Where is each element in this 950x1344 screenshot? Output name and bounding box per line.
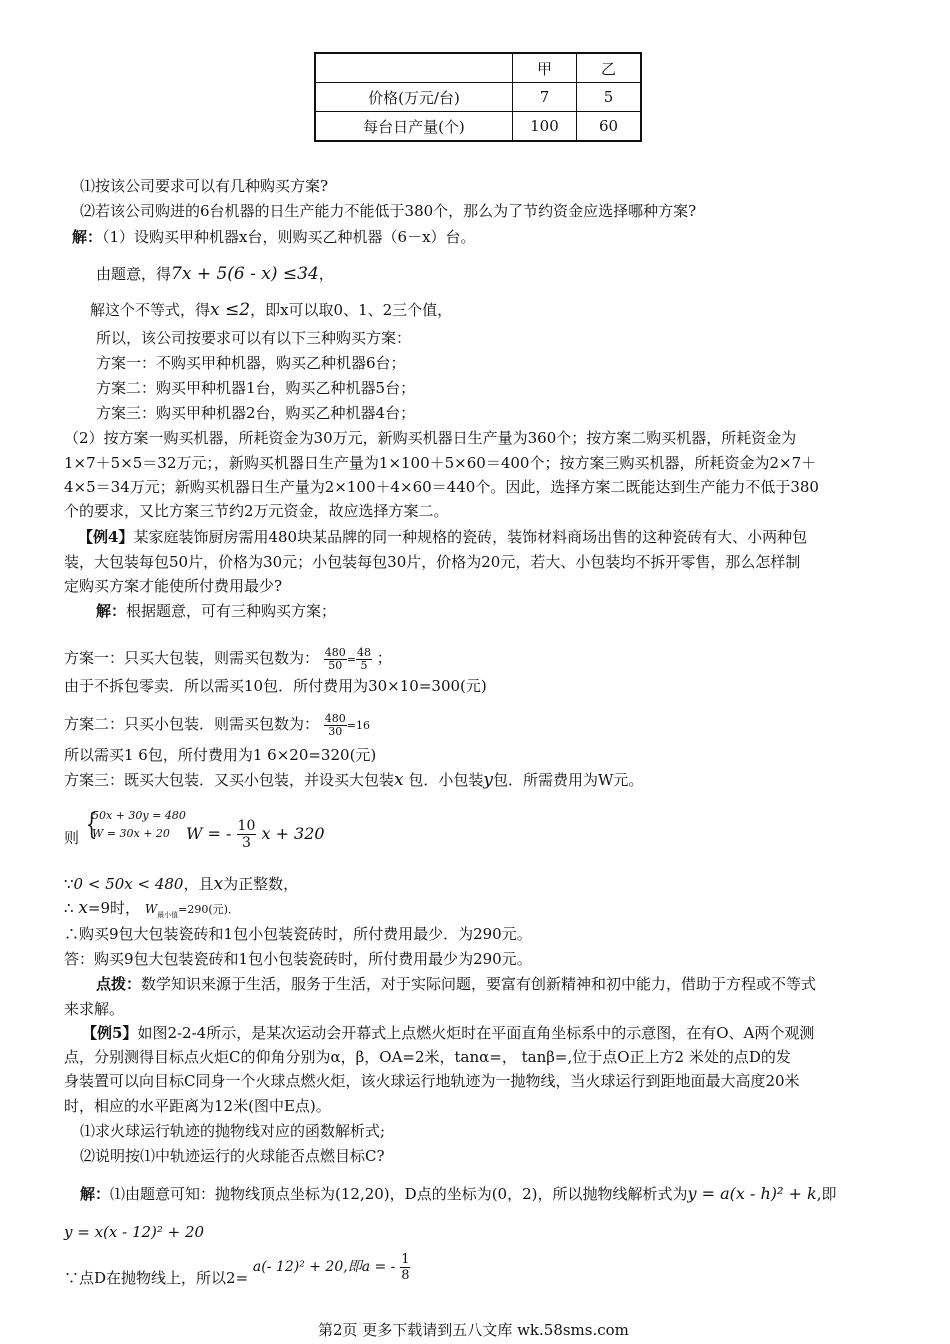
cost-formula-right: x + 320 [261,824,325,843]
fraction-numerator: 480 [324,645,346,659]
tip-label: 点拨： [96,975,142,993]
inequality-formula: 0 < 50x < 480 [73,875,184,893]
fraction-denominator: 30 [328,724,343,738]
parabola-formula: y = a(x - h)² + k [687,1184,817,1203]
system-equation-1: 50x + 30y = 480 [92,809,186,822]
equals-sign: = [346,653,357,666]
plan-1: 方案一：不购买甲种机器，购买乙种机器6台； [96,354,406,372]
by-title-text: 由题意，得 [96,265,172,283]
example-4-text: 某家庭装饰厨房需用480块某品牌的同一种规格的瓷砖，装饰材料商场出售的这种瓷砖有大、小两种包 [133,528,808,546]
tip-text: 数学知识来源于生活，服务于生活，对于实际问题，要富有创新精神和初中能力，借助于方程或不等式 [141,975,817,993]
solution-4-line [96,601,336,621]
fraction [237,818,257,851]
solution-4-text: 根据题意，可有三种购买方案； [126,602,337,620]
fraction-numerator: 1 [401,1251,410,1267]
solution-5-text: ⑴由题意可知：抛物线顶点坐标为(12,20)，D点的坐标为(0，2)，所以抛物线解析式为 [110,1185,688,1203]
variable-y: y [483,770,494,790]
example-5-label: 【例5】 [82,1024,138,1042]
part2-line-2: 1×7＋5×5＝32万元；，新购买机器日生产量为1×100＋5×60＝400个；按方案三购买机器，所耗资金为2×7＋ [64,454,817,472]
punct: ； [376,649,392,667]
example-5-line-4: 时，相应的水平距离为12米(图中E点)。 [64,1097,331,1115]
solution-4-label: 解： [96,602,127,620]
table-cell: 60 [577,112,641,142]
example-5-question-2: ⑵说明按⑴中轨迹运行的火球能否点燃目标C? [80,1147,385,1165]
question-1: ⑴按该公司要求可以有几种购买方案? [80,177,329,195]
part2-line-3: 4×5＝34万元；新购买机器日生产量为2×100＋4×60＝440个。因此，选择方案二既能达到生产能力不低于380 [64,478,819,496]
cost-formula-left: W = - [186,824,232,843]
example-4-line-2: 装，大包装每包50片，价格为30元；小包装每包30片，价格为20元，若大、小包装均不拆开零售，那么怎样制 [64,553,801,571]
tip-line-2: 来求解。 [64,1000,125,1018]
example-5-question-1: ⑴求火球运行轨迹的抛物线对应的函数解析式; [80,1122,386,1140]
solve-line [90,300,452,320]
variable-x: x [78,898,88,918]
table-row [315,83,641,112]
answer-line: 答：购买9包大包装瓷砖和1包小包装瓷砖时，所付费用最少为290元。 [64,950,532,968]
table-header-cell: 乙 [577,53,641,83]
because-text-end: 为正整数， [223,875,299,893]
fraction-denominator: 5 [360,658,368,672]
variable-w: W [144,902,158,916]
table-cell: 5 [577,83,641,112]
plan-a2-result: =16 [346,719,371,732]
system-equation-2: W = 30x + 20 [92,827,170,840]
example-4-line-1 [78,527,807,547]
cost-formula [186,814,325,854]
therefore-symbol: ∴ [64,899,74,917]
example-5-line-1 [82,1023,814,1043]
fraction-numerator: 48 [357,645,372,659]
fraction-denominator: 8 [401,1267,410,1283]
fraction-numerator: 480 [324,711,346,725]
example-4-label: 【例4】 [78,528,134,546]
fraction-denominator: 50 [328,658,343,672]
therefore-result: =290(元)． [178,903,239,916]
because-line [64,874,298,894]
question-2: ⑵若该公司购进的6台机器的日生产能力不能低于380个，那么为了节约资金应选择哪种方案? [80,202,697,220]
plan-3: 方案三：购买甲种机器2台，购买乙种机器4台； [96,404,416,422]
variable-x: x [213,874,224,894]
example-5-line-3: 身装置可以向目标C同身一个火球点燃火炬，该火球运行地轨迹为一抛物线，当火球运行到距地面最大高度20米 [64,1072,800,1090]
point-d-formula: a(- 12)² + 20,即a = - [252,1259,396,1275]
solve-formula: x ≤2 [210,300,251,320]
table-cell: 价格(万元/台) [315,83,512,112]
by-title-line [96,264,334,284]
parabola-equation: y = x(x - 12)² + 20 [64,1223,205,1241]
plan-a1-text: 方案一：只买大包装，则需买包数为： [64,649,320,667]
solve-text-end: ，即x可以取0、1、2三个值， [250,301,453,319]
conclusion-line: ∴购买9包大包装瓷砖和1包小包装瓷砖时，所付费用最少．为290元。 [64,925,532,943]
plan-a2-line [64,711,370,737]
fraction [356,647,372,672]
punct: ， [318,265,334,283]
table-header-row [315,53,641,83]
example-4-line-3: 定购买方案才能使所付费用最少? [64,577,283,595]
solution-5-line [80,1184,837,1204]
solution-label: 解： [72,228,103,246]
table-header-cell [315,53,512,83]
plan-a2-text: 方案二：只买小包装．则需买包数为： [64,715,320,733]
plan-a1-cost: 由于不拆包零卖．所以需买10包．所付费用为30×10=300(元) [64,677,487,695]
so-line: 所以，该公司按要求可以有以下三种购买方案： [96,329,412,347]
point-d-text: ∵点D在抛物线上，所以2= [64,1269,249,1287]
plan-a1-line [64,645,392,671]
plan-a3-text-mid: 包．小包装 [408,771,484,789]
page-footer: 第2页 更多下载请到五八文库 wk.58sms.com [318,1321,629,1339]
fraction [400,1252,410,1283]
fraction-denominator: 3 [241,835,251,851]
part2-line-4: 个的要求，又比方案三节约2万元资金，故应选择方案二。 [64,502,449,520]
plan-a2-cost: 所以需买1 6包，所付费用为1 6×20=320(元) [64,746,377,764]
solve-text: 解这个不等式，得 [90,301,211,319]
fraction [324,647,347,672]
table-row [315,112,641,142]
table-cell: 每台日产量(个) [315,112,512,142]
variable-x: x [394,770,404,790]
point-d-line [64,1251,410,1298]
because-text: ，且 [183,875,214,893]
fraction-numerator: 10 [237,818,256,834]
solution-text: （1）设购买甲种机器x台，则购买乙种机器（6－x）台。 [102,228,476,246]
table-cell: 7 [512,83,576,112]
plan-a3-text: 方案三：既买大包装．又买小包装，并设买大包装 [64,771,395,789]
then-label: 则 [64,829,80,847]
plan-a3-text-end: 包．所需费用为W元。 [493,771,644,789]
price-table [314,52,642,142]
tip-line-1 [96,974,816,994]
therefore-line [64,898,239,925]
plan-2: 方案二：购买甲种机器1台，购买乙种机器5台； [96,379,416,397]
solution-line [72,227,476,247]
part2-line-1: （2）按方案一购买机器，所耗资金为30万元，新购买机器日生产量为360个；按方案二购买机器，所耗资金为 [64,429,797,447]
table-header-cell: 甲 [512,53,576,83]
punct: ,即 [816,1185,837,1203]
example-5-line-2: 点，分别测得目标点火炬C的仰角分别为α，β，OA=2米，tanα=， tanβ=,位于点O正上方2 米处的点D的发 [64,1048,791,1066]
plan-a3-line [64,770,643,790]
inequality-formula: 7x + 5(6 - x) ≤34 [171,264,319,284]
table-cell: 100 [512,112,576,142]
fraction [324,713,347,738]
therefore-text: =9时， [87,899,141,917]
brace-symbol: { [85,807,98,842]
because-symbol: ∵ [64,875,74,893]
example-5-text: 如图2-2-4所示，是某次运动会开幕式上点燃火炬时在平面直角坐标系中的示意图，在有O、A两个观测 [137,1024,815,1042]
solution-5-label: 解： [80,1185,111,1203]
subscript-min: 最小值 [157,911,179,919]
